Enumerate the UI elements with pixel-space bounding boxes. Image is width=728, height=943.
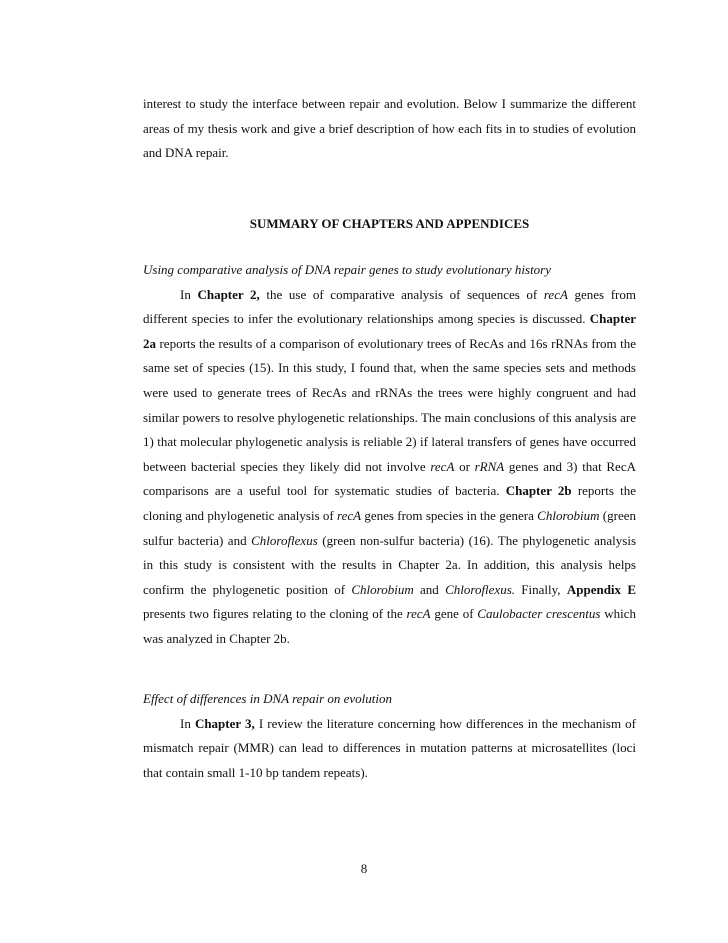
species-name: Caulobacter crescentus xyxy=(477,606,601,622)
chapter-3-paragraph xyxy=(143,712,636,786)
text-run: the use of comparative analysis of sequences of xyxy=(259,286,544,302)
appendix-ref: Appendix E xyxy=(566,581,636,597)
text-run: (green sulfur bacteria) and xyxy=(143,507,636,548)
chapter-ref: Chapter 3, xyxy=(194,715,255,731)
gene-name: recA xyxy=(430,458,455,474)
text-run: I review the literature concerning how differences in the mechanism of mismatch repair (MMR) can lead to differences in mutation patterns at microsatellites (loci that contain small 1-10 bp tandem repeats). xyxy=(143,715,637,780)
genus-name: Chlorobium xyxy=(537,507,600,523)
text-run: In xyxy=(180,715,195,731)
intro-paragraph xyxy=(143,92,636,166)
section-heading: SUMMARY OF CHAPTERS AND APPENDICES xyxy=(249,216,530,231)
text-run: In xyxy=(180,286,198,302)
section-chapter-2 xyxy=(143,258,636,652)
chapter-ref: Chapter 2b xyxy=(505,483,572,499)
text-run: or xyxy=(454,458,475,474)
gene-name: recA xyxy=(337,507,362,523)
text-run: (green non-sulfur bacteria) (16). The phylogenetic analysis in this study is consistent with the results in Chapter 2a. In addition, this analysis helps confirm the phylogenetic position of xyxy=(143,532,637,597)
text-run: genes from species in the genera xyxy=(361,507,538,523)
chapter-ref: Chapter 2, xyxy=(197,286,260,302)
gene-name: rRNA xyxy=(474,458,505,474)
text-run: genes and 3) that RecA comparisons are a useful tool for systematic studies of bacteria. xyxy=(143,458,636,499)
text-run: reports the cloning and phylogenetic analysis of xyxy=(143,483,637,523)
text-run: Finally, xyxy=(515,581,567,597)
intro-text: interest to study the interface between repair and evolution. Below I summarize the different areas of my thesis work and give a brief description of how each fits in to studies of evolution and DNA repair. xyxy=(143,96,636,161)
subhead-dna-repair-effect: Effect of differences in DNA repair on evolution xyxy=(143,691,392,706)
chapter-2-paragraph xyxy=(143,283,636,652)
text-run: which was analyzed in Chapter 2b. xyxy=(143,606,636,646)
genus-name: Chloroflexus. xyxy=(445,581,516,597)
subhead-comparative-analysis: Using comparative analysis of DNA repair genes to study evolutionary history xyxy=(143,262,552,277)
text-run: gene of xyxy=(430,606,478,622)
text-run: presents two figures relating to the cloning of the xyxy=(143,606,407,622)
gene-name: recA xyxy=(406,606,431,622)
text-run: genes from different species to infer the evolutionary relationships among species is discussed. xyxy=(143,286,636,327)
page-number: 8 xyxy=(360,861,368,876)
chapter-ref: Chapter 2a xyxy=(143,311,636,351)
genus-name: Chlorobium xyxy=(351,581,414,597)
section-chapter-3 xyxy=(143,687,636,785)
gene-name: recA xyxy=(543,286,568,302)
text-run: and xyxy=(413,581,446,597)
text-run: reports the results of a comparison of evolutionary trees of RecAs and 16s rRNAs from the same set of species (15). In this study, I found that, when the same species sets and methods were used to generate trees of RecAs and rRNAs the trees were highly congruent and had similar powers to resolve phylogenetic relationships. The main conclusions of this analysis are 1) that molecular phylogenetic analysis is reliable 2) if lateral transfers of genes have occurred between bacterial species they likely did not involve xyxy=(143,335,636,474)
genus-name: Chloroflexus xyxy=(251,532,318,548)
